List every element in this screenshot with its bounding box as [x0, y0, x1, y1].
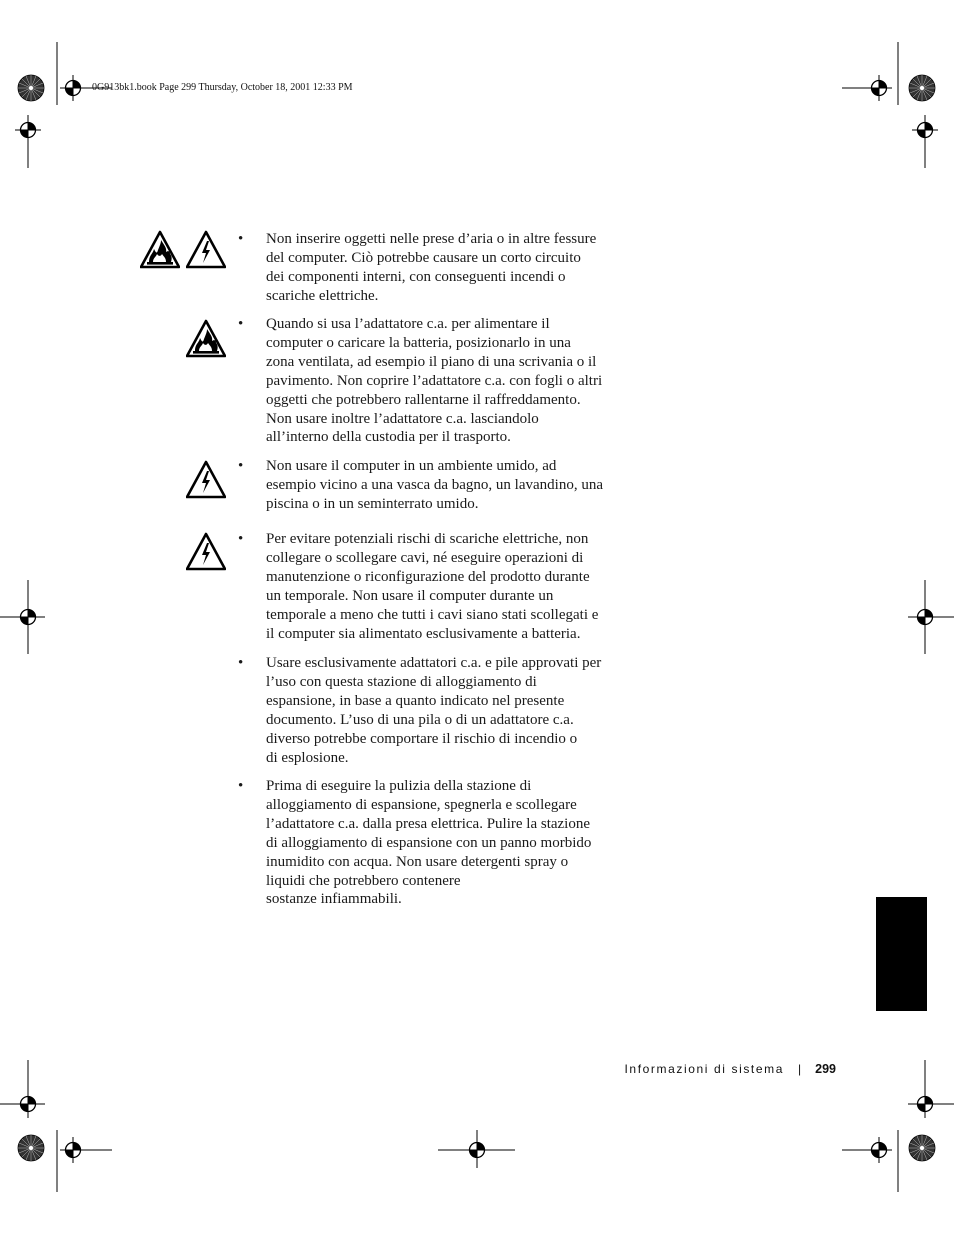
- registration-mark-bottom-right: [909, 1135, 935, 1161]
- bullet-text: Quando si usa l’adattatore c.a. per alimentare il computer o caricare la batteria, posizionarlo in una zona ventilata, ad esempio il piano di una scrivania o il pavimento. Non coprire l’adattatore c.a. con fogli o altri oggetti che potrebbero rallentarne il raffreddamento. Non usare inoltre l’adattatore c.a. lasciandolo all’interno della custodia per il trasporto.: [266, 316, 603, 446]
- registration-mark-bottom-left: [18, 1135, 44, 1161]
- electrical-hazard-icon: [186, 460, 226, 500]
- electrical-hazard-icon: [186, 230, 226, 270]
- bullet-symbol: •: [238, 231, 244, 247]
- footer-section-title: Informazioni di sistema: [624, 1062, 785, 1076]
- electrical-hazard-icon: [186, 532, 226, 572]
- page-footer: [625, 1062, 837, 1076]
- bullet-text: Prima di eseguire la pulizia della stazione di alloggiamento di espansione, spegnerla e scollegare l’adattatore c.a. dalla presa elettrica. Pulire la stazione di alloggiamento di espansione con un panno morbido inumidito con acqua. Non usare detergenti spray o liquidi che potrebbero contenere sostanze infiammabili.: [266, 778, 592, 908]
- bullet-symbol: •: [238, 458, 244, 474]
- bullet-symbol: •: [238, 316, 244, 332]
- bullet-symbol: •: [238, 778, 244, 794]
- bullet-symbol: •: [238, 655, 244, 671]
- bullet-text: Non inserire oggetti nelle prese d’aria o in altre fessure del computer. Ciò potrebbe causare un corto circuito dei componenti interni, con conseguenti incendi o scariche elettriche.: [266, 231, 597, 304]
- footer-separator: |: [798, 1062, 802, 1076]
- print-slug: 0G913bk1.book Page 299 Thursday, October 18, 2001 12:33 PM: [92, 82, 353, 93]
- bullet-text: Usare esclusivamente adattatori c.a. e pile approvati per l’uso con questa stazione di alloggiamento di espansione, in base a quanto indicato nel presente documento. L’uso di una pila o di un adattatore c.a. diverso potrebbe comportare il rischio di incendio o di esplosione.: [266, 655, 602, 766]
- page-number: 299: [815, 1062, 836, 1076]
- registration-mark-top-right: [909, 75, 935, 101]
- bullet-text: Non usare il computer in un ambiente umido, ad esempio vicino a una vasca da bagno, un lavandino, una piscina o in un seminterrato umido.: [266, 458, 603, 512]
- registration-mark-top-left: [18, 75, 44, 101]
- fire-hazard-icon: [186, 319, 226, 359]
- bullet-text: Per evitare potenziali rischi di scariche elettriche, non collegare o scollegare cavi, né eseguire operazioni di manutenzione o riconfigurazione del prodotto durante un temporale. Non usare il computer durante un temporale a meno che tutti i cavi siano stati scollegati e il computer sia alimentato esclusivamente a batteria.: [266, 531, 599, 642]
- fire-hazard-icon: [140, 230, 180, 270]
- section-thumb-tab: [876, 897, 927, 1011]
- bullet-symbol: •: [238, 531, 244, 547]
